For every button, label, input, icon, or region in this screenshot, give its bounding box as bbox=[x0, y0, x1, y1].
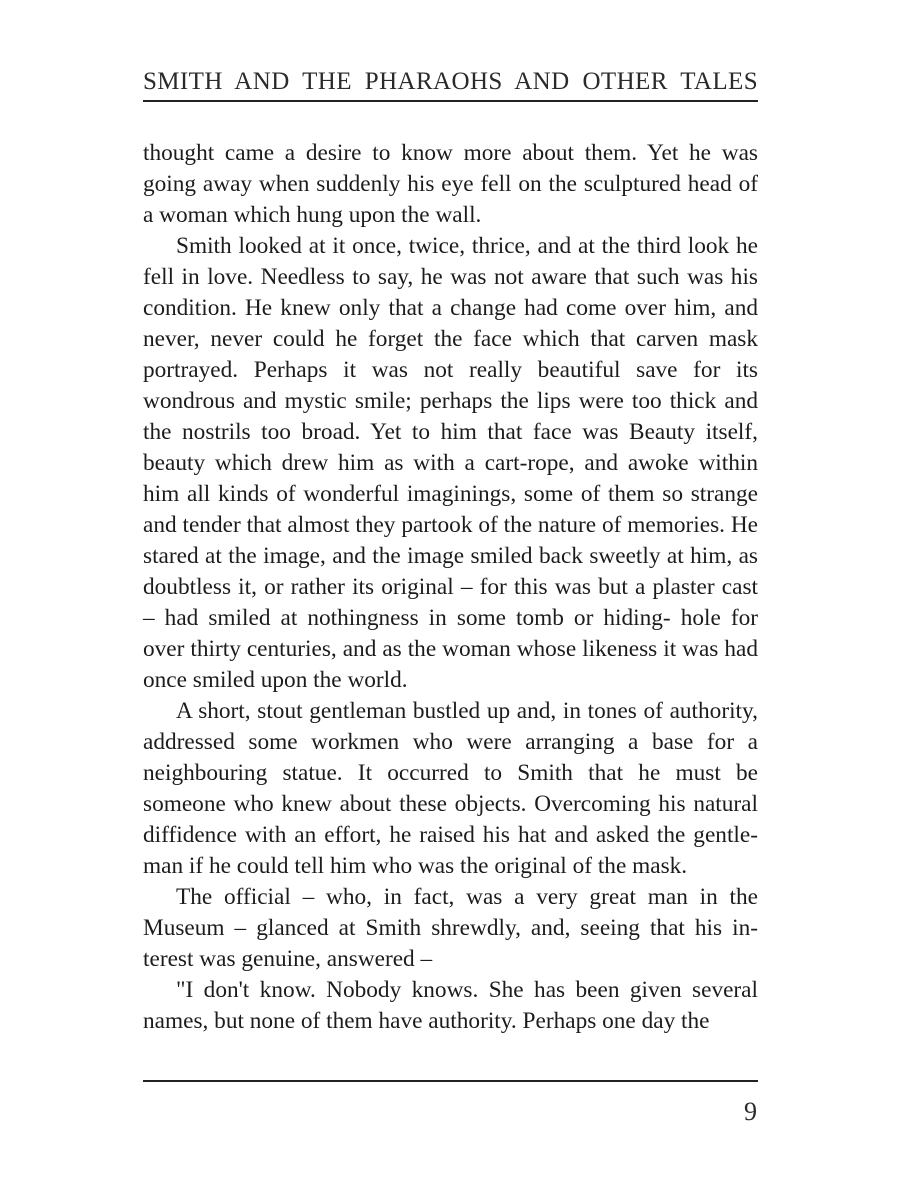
paragraph-3: A short, stout gentleman bustled up and, in tones of authority, addressed some workmen who were arranging a base for a neighbouring statue. It occurred to Smith that he must be someone who knew about these objects. Overcoming his natural diffidence with an effort, he raised his hat and asked the gentleman if he could tell him who was the original of the mask. bbox=[143, 698, 758, 879]
page-number: 9 bbox=[744, 1097, 757, 1126]
paragraph-1: thought came a desire to know more about them. Yet he was going away when suddenly his eye fell on the sculptured head of a woman which hung upon the wall. bbox=[143, 140, 758, 228]
header-rule bbox=[143, 100, 758, 102]
running-head: SMITH AND THE PHARAOHS AND OTHER TALES bbox=[143, 68, 758, 95]
paragraph-4: The official – who, in fact, was a very great man in the Museum – glanced at Smith shrewdly, and, seeing that his interest was genuine, answered – bbox=[143, 884, 758, 972]
footer-rule bbox=[143, 1080, 758, 1082]
paragraph-2: Smith looked at it once, twice, thrice, and at the third look he fell in love. Needless to say, he was not aware that such was his condition. He knew only that a change had come over him, and never, never could he forget the face which that carven mask portrayed. Perhaps it was not really beautiful save for its wondrous and mystic smile; perhaps the lips were too thick and the nostrils too broad. Yet to him that face was Beauty itself, beauty which drew him as with a cart-rope, and awoke within him all kinds of wonderful imaginings, some of them so strange and tender that almost they partook of the nature of memories. He stared at the image, and the image smiled back sweetly at him, as doubtless it, or rather its original – for this was but a plaster cast – had smiled at nothingness in some tomb or hiding- hole for over thirty centuries, and as the woman whose likeness it was had once smiled upon the world. bbox=[143, 233, 758, 693]
paragraph-5: "I don't know. Nobody knows. She has been given several names, but none of them have authority. Perhaps one day the bbox=[143, 977, 758, 1034]
body-text bbox=[143, 138, 758, 1037]
